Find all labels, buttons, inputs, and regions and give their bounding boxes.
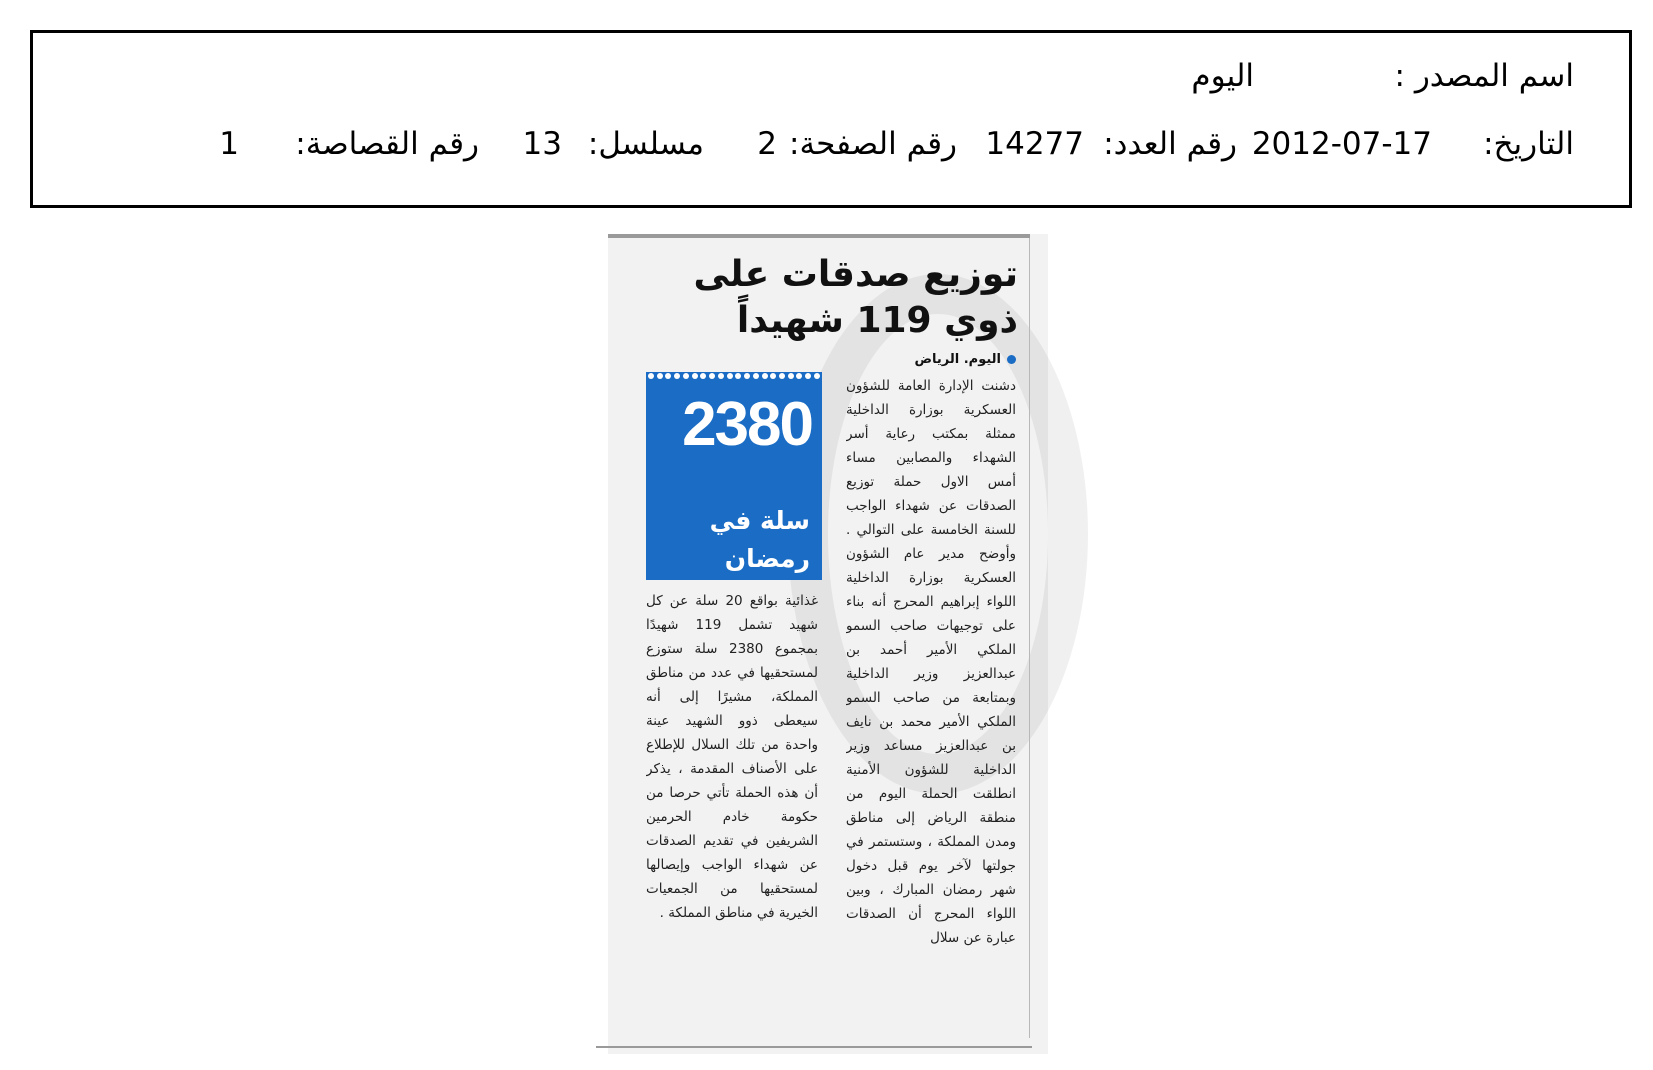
- page-value: 2: [757, 126, 777, 162]
- date-label: التاريخ:: [1483, 126, 1574, 162]
- byline-text: اليوم. الرياض: [914, 352, 1001, 367]
- top-rule: [608, 234, 1030, 238]
- bottom-rule: [596, 1046, 1032, 1048]
- clipping-metadata-box: [30, 30, 1632, 208]
- fact-box-number: 2380: [682, 390, 812, 459]
- clip-number-label: رقم القصاصة:: [295, 126, 479, 162]
- newspaper-clipping: [608, 234, 1048, 1054]
- fact-box-caption: سلة في رمضان: [709, 506, 810, 573]
- clip-number-value: 1: [219, 126, 239, 162]
- serial-value: 13: [522, 126, 562, 162]
- article-column-right: دشنت الإدارة العامة للشؤون العسكرية بوزارة الداخلية ممثلة بمكتب رعاية أسر الشهداء والمصابين مساء أمس الاول حملة توزيع الصدقات عن شهداء الواجب للسنة الخامسة على التوالي . وأوضح مدير عام الشؤون العسكرية بوزارة الداخلية اللواء إبراهيم المحرج أنه بناء على توجيهات صاحب السمو الملكي الأمير أحمد بن عبدالعزيز وزير الداخلية وبمتابعة من صاحب السمو الملكي الأمير محمد بن نايف بن عبدالعزيز مساعد وزير الداخلية للشؤون الأمنية انطلقت الحملة اليوم من منطقة الرياض إلى مناطق ومدن المملكة ، وستستمر في جولتها لآخر يوم قبل دخول شهر رمضان المبارك ، وبين اللواء المحرج أن الصدقات عبارة عن سلال: [846, 378, 1016, 946]
- page-label: رقم الصفحة:: [789, 126, 957, 162]
- fact-box: [646, 372, 822, 580]
- bullet-icon: [1007, 355, 1016, 364]
- column-rule: [1029, 238, 1030, 1038]
- date-value: 2012-07-17: [1251, 126, 1432, 162]
- serial-label: مسلسل:: [587, 126, 704, 162]
- article-headline: توزيع صدقات على ذوي 119 شهيداً: [693, 254, 1018, 341]
- source-value: اليوم: [1191, 58, 1254, 94]
- source-label: اسم المصدر :: [1394, 58, 1574, 94]
- article-byline: [915, 352, 1016, 367]
- dotted-border: [646, 372, 822, 380]
- issue-value: 14277: [985, 126, 1084, 162]
- article-column-left: غذائية بواقع 20 سلة عن كل شهيد تشمل 119 شهيدًا بمجموع 2380 سلة ستوزع لمستحقيها في عدد من مناطق المملكة، مشيرًا إلى أنه سيعطى ذوو الشهيد عينة واحدة من تلك السلال للإطلاع على الأصناف المقدمة ، يذكر أن هذه الحملة تأتي حرصا من حكومة خادم الحرمين الشريفين في تقديم الصدقات عن شهداء الواجب وإيصالها لمستحقيها من الجمعيات الخيرية في مناطق المملكة .: [646, 593, 818, 921]
- issue-label: رقم العدد:: [1103, 126, 1237, 162]
